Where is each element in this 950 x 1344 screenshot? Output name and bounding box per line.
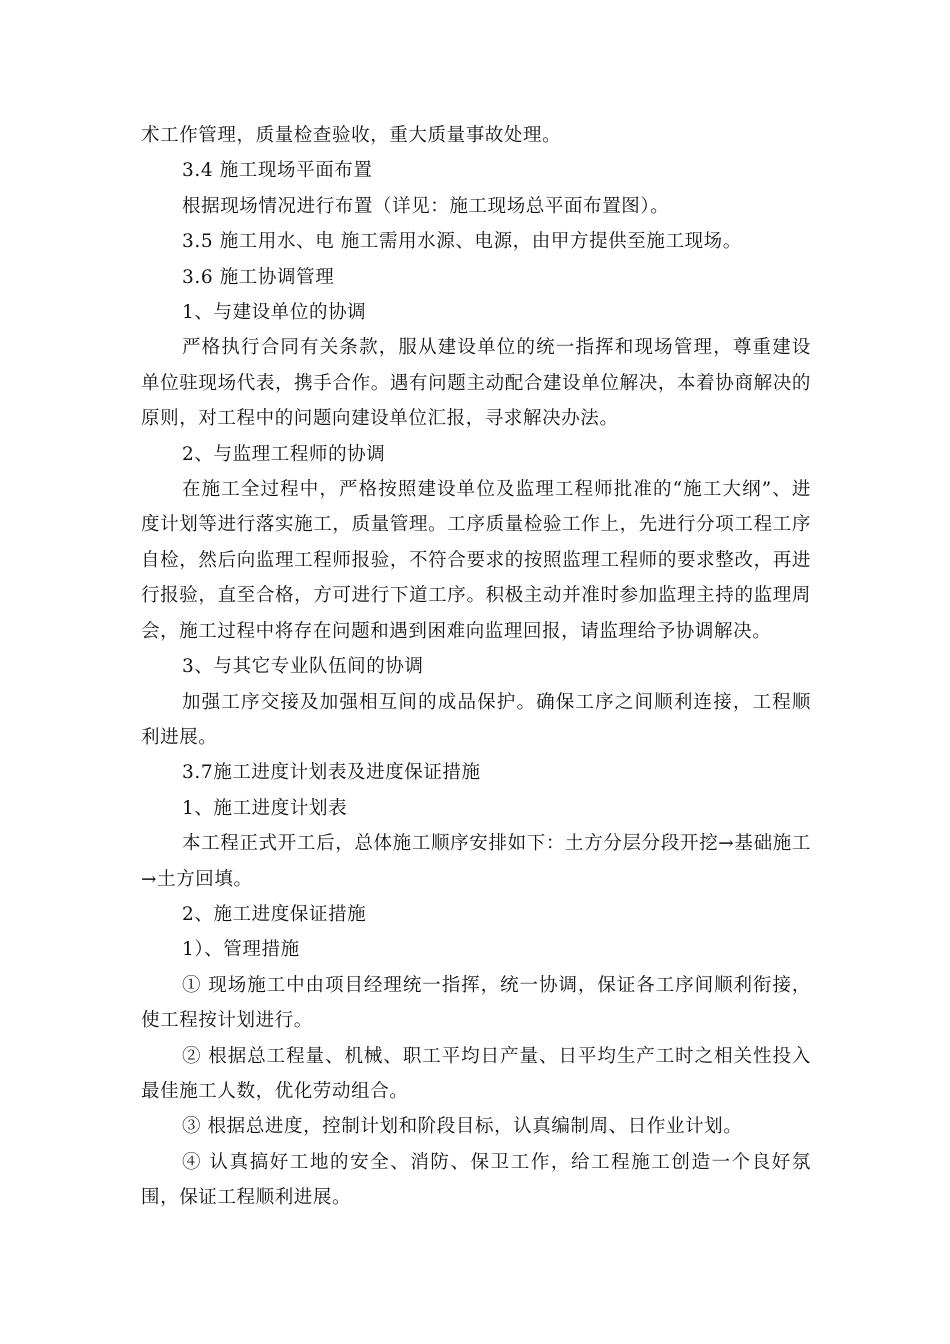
paragraph-construction-sequence: 本工程正式开工后，总体施工顺序安排如下：土方分层分段开挖→基础施工→土方回填。 (141, 833, 811, 890)
paragraph-site-layout: 根据现场情况进行布置（详见：施工现场总平面布置图）。 (182, 195, 670, 217)
list-item-measure-4: ④ 认真搞好工地的安全、消防、保卫工作，给工程施工创造一个良好氛围，保证工程顺利进展。 (141, 1151, 811, 1209)
subheading-owner-coordination: 1、与建设单位的协调 (182, 302, 367, 324)
heading-3-4-site-layout: 3.4 施工现场平面布置 (182, 160, 373, 182)
subheading-other-teams-coordination: 3、与其它专业队伍间的协调 (182, 656, 424, 678)
document-body (141, 118, 811, 1216)
paragraph-supervisor-coordination: 在施工全过程中，严格按照建设单位及监理工程师批准的“施工大纲”、进度计划等进行落实施工，质量管理。工序质量检验工作上，先进行分项工程工序自检，然后向监理工程师报验，不符合要求的按照监理工程师的要求整改，再进行报验，直至合格，方可进行下道工序。积极主动并准时参加监理主持的监理周会，施工过程中将存在问题和遇到困难向监理回报，请监理给予协调解决。 (141, 479, 811, 642)
paragraph-quality-management-continuation: 术工作管理，质量检查验收，重大质量事故处理。 (141, 125, 562, 146)
subheading-supervisor-coordination: 2、与监理工程师的协调 (182, 443, 386, 465)
heading-3-6-coordination: 3.6 施工协调管理 (182, 266, 335, 288)
list-item-measure-1: ① 现场施工中由项目经理统一指挥，统一协调，保证各工序间顺利衔接，使工程按计划进行。 (141, 974, 811, 1032)
paragraph-other-teams-coordination: 加强工序交接及加强相互间的成品保护。确保工序之间顺利连接，工程顺利进展。 (141, 691, 811, 748)
subheading-schedule-measures: 2、施工进度保证措施 (182, 903, 367, 925)
paragraph-owner-coordination: 严格执行合同有关条款，服从建设单位的统一指挥和现场管理，尊重建设单位驻现场代表，携手合作。遇有问题主动配合建设单位解决，本着协商解决的原则，对工程中的问题向建设单位汇报，寻求解决办法。 (141, 337, 811, 430)
subheading-management-measures: 1）、管理措施 (182, 939, 300, 961)
heading-3-7-schedule: 3.7施工进度计划表及进度保证措施 (182, 762, 481, 784)
subheading-schedule-table: 1、施工进度计划表 (182, 797, 348, 819)
list-item-measure-2: ② 根据总工程量、机械、职工平均日产量、日平均生产工时之相关性投入最佳施工人数，优化劳动组合。 (141, 1045, 811, 1102)
heading-3-5-water-electricity: 3.5 施工用水、电 施工需用水源、电源，由甲方提供至施工现场。 (182, 231, 742, 253)
list-item-measure-3: ③ 根据总进度，控制计划和阶段目标，认真编制周、日作业计划。 (182, 1116, 743, 1138)
